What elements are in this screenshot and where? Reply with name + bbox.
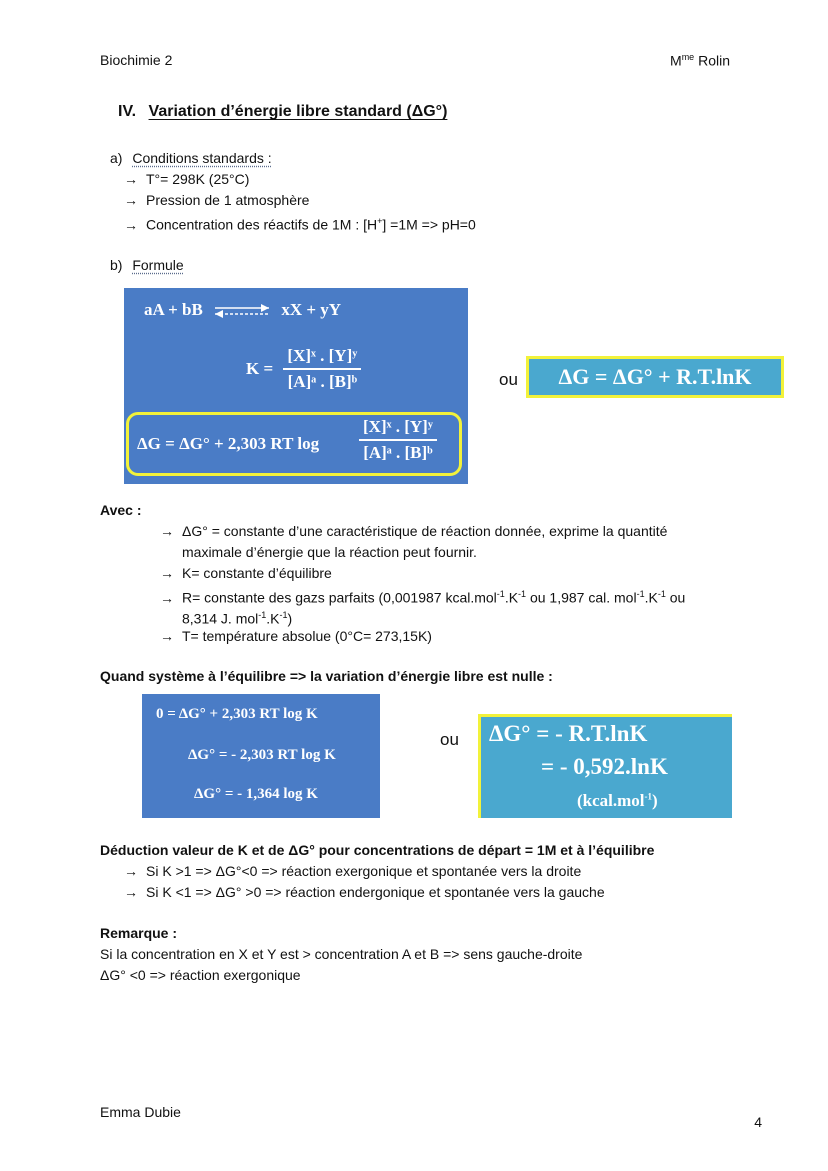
ou-label: ou [499,370,518,389]
arrow-right-icon: → [124,216,138,233]
formula-box [124,288,468,484]
list-item-continuation: maximale d’énergie que la réaction peut fournir. [182,544,477,560]
equilibrium-arrows-icon [211,304,273,318]
equilibrium-line-3: ΔG° = - 1,364 log K [194,786,318,802]
k-denominator: [A]ᵃ . [B]ᵇ [287,372,358,391]
arrow-right-icon: → [160,565,174,581]
equilibrium-line-1: 0 = ΔG° + 2,303 RT log K [156,706,318,722]
arrow-right-icon: → [160,523,174,539]
reaction-equation: aA + bB xX + yY [144,300,342,319]
list-item: → Si K >1 => ΔG°<0 => réaction exergonique et spontanée vers la droite [124,863,582,879]
equilibrium-right-line-2: = - 0,592.lnK [541,754,668,779]
section-number: IV. [118,103,137,120]
header-right: $M^{me}$ Rolin [670,52,730,69]
equilibrium-right-box [478,714,732,818]
list-item: → Pression de 1 atmosphère [124,192,310,208]
avec-title: Avec : [100,502,142,518]
remarque-title: Remarque : [100,925,178,941]
list-item: → K= constante d’équilibre [160,565,332,581]
section-title: Variation d’énergie libre standard (ΔG°) [148,103,448,120]
k-numerator: [X]ˣ . [Y]ʸ [283,346,361,370]
subsection-a-title: Conditions standards : [132,150,272,166]
ou-label: ou [440,730,459,749]
arrow-right-icon: → [124,863,138,879]
k-formula: K = $\frac{\text{[X]ˣ . [Y]ʸ}}{\text{[A]ᵃ . [B]ᵇ}}$ [246,346,361,392]
equilibrium-right-line-1: ΔG° = - R.T.lnK [489,721,648,746]
subsection-b-title: Formule [132,257,184,273]
list-item: → Concentration des réactifs de 1M : [H+] =1M => pH=0 [124,216,476,233]
arrow-right-icon: → [160,589,174,606]
page-number: 4 [754,1114,762,1130]
subsection-b-label: b) [110,257,123,273]
remarque-line-2: ΔG° <0 => réaction exergonique [100,967,301,983]
deduction-title: Déduction valeur de K et de ΔG° pour concentrations de départ = 1M et à l’équilibre [100,842,655,858]
list-item: → T°= 298K (25°C) [124,171,250,187]
list-item-continuation: 8,314 J. $mol^{-1}.K^{-1}$) [182,610,293,627]
header-left: Biochimie 2 [100,52,173,68]
equilibrium-right-line-3: (kcal.mol$^{-1}$) [577,791,658,810]
remarque-line-1: Si la concentration en X et Y est > concentration A et B => sens gauche-droite [100,946,583,962]
dg-denominator: [A]ᵃ . [B]ᵇ [363,443,433,462]
list-item: → ΔG° = constante d’une caractéristique de réaction donnée, exprime la quantité [160,523,668,539]
dg-numerator: [X]ˣ . [Y]ʸ [359,417,437,441]
equilibrium-title: Quand système à l’équilibre => la variation d’énergie libre est nulle : [100,668,553,684]
list-item: → T= température absolue (0°C= 273,15K) [160,628,432,644]
arrow-right-icon: → [124,884,138,900]
delta-g-formula: ΔG = ΔG° + 2,303 RT log $\frac{\text{[X]ˣ . [Y]ʸ}}{\text{[A]ᵃ . [B]ᵇ}}$ [126,412,462,476]
arrow-right-icon: → [124,171,138,187]
equilibrium-line-2: ΔG° = - 2,303 RT log K [188,747,336,763]
subsection-b-heading [110,255,184,275]
subsection-a-heading [110,148,272,168]
formula-right-box: ΔG = ΔG° + R.T.lnK [526,356,784,398]
list-item: → R= constante des gazs parfaits (0,001987 $kcal.mol^{-1}.K^{-1}$ ou 1,987 cal. $mol^{-1}.K^{-1}$ ou [160,589,686,606]
arrow-right-icon: → [160,628,174,644]
equilibrium-box [142,694,380,818]
arrow-right-icon: → [124,192,138,208]
section-heading [118,103,447,121]
footer-author: Emma Dubie [100,1104,181,1120]
list-item: → Si K <1 => ΔG° >0 => réaction endergonique et spontanée vers la gauche [124,884,605,900]
subsection-a-label: a) [110,150,123,166]
